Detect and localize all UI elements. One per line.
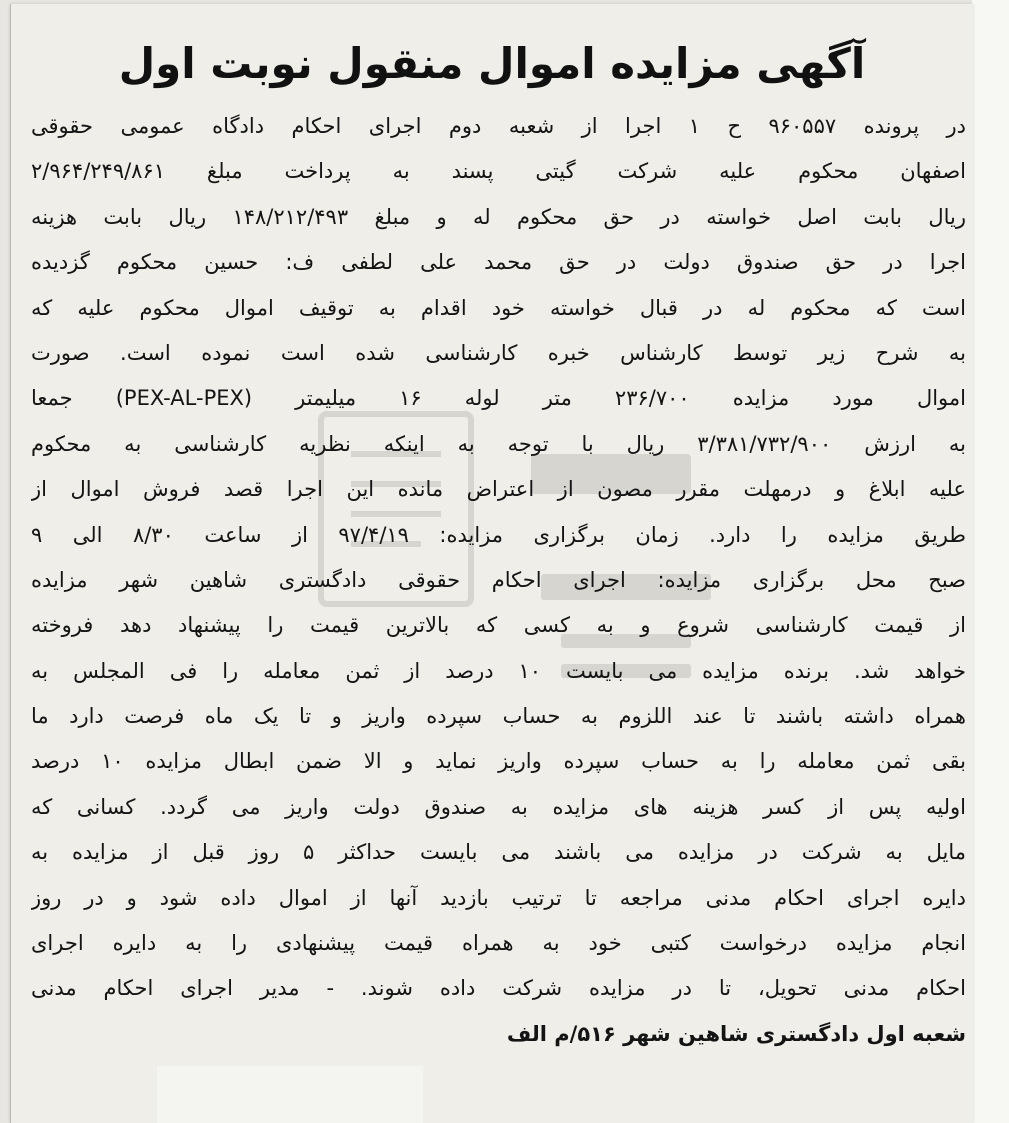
notice-line-13: خواهد شد. برنده مزایده می بایست ۱۰ درصد از ثمن معامله را فی المجلس به <box>31 658 966 683</box>
notice-line-12: از قیمت کارشناسی شروع و به کسی که بالاترین قیمت را پیشنهاد دهد فروخته <box>31 613 966 638</box>
notice-line-10: طریق مزایده را دارد. زمان برگزاری مزایده: ۹۷/۴/۱۹ از ساعت ۸/۳۰ الی ۹ <box>31 522 966 547</box>
notice-line-18: دایره اجرای احکام مدنی مراجعه تا ترتیب بازدید آنها از اموال داده شود و در روز <box>31 885 966 910</box>
blank-box <box>157 1066 423 1123</box>
notice-line-15: بقی ثمن معامله را به حساب سپرده واریز نماید و الا ضمن ابطال مزایده ۱۰ درصد <box>31 749 966 774</box>
notice-line-20: احکام مدنی تحویل، تا در مزایده شرکت داده شوند. - مدیر اجرای احکام مدنی <box>31 976 966 1001</box>
notice-body <box>31 104 966 1057</box>
notice-line-19: انجام مزایده درخواست کتبی خود به همراه قیمت پیشنهادی را به دایره اجرای <box>31 931 966 956</box>
notice-line-17: مایل به شرکت در مزایده می باشند می بایست حداکثر ۵ روز قبل از مزایده به <box>31 840 966 865</box>
notice-title: آگهی مزایده اموال منقول نوبت اول <box>118 39 866 88</box>
notice-line-2: اصفهان محکوم علیه شرکت گیتی پسند به پرداخت مبلغ ۲/۹۶۴/۲۴۹/۸۶۱ <box>31 159 966 184</box>
notice-line-8: به ارزش ۳/۳۸۱/۷۳۲/۹۰۰ ریال با توجه به اینکه نظریه کارشناسی به محکوم <box>31 431 966 456</box>
notice-line-11: صبح محل برگزاری مزایده: اجرای احکام حقوقی دادگستری شاهین شهر مزایده <box>31 567 966 592</box>
notice-line-4: اجرا در حق صندوق دولت در حق محمد علی لطفی ف: حسین محکوم گزدیده <box>31 250 966 275</box>
notice-line-9: علیه ابلاغ و درمهلت مقرر مصون از اعتراض مانده این اجرا قصد فروش اموال از <box>31 477 966 502</box>
notice-line-1: در پرونده ۹۶۰۵۵۷ ح ۱ اجرا از شعبه دوم اجرای احکام دادگاه عمومی حقوقی <box>31 114 966 138</box>
notice-signature: شعبه اول دادگستری شاهین شهر ۵۱۶/م الف <box>506 1021 966 1046</box>
newspaper-clipping <box>10 4 973 1123</box>
notice-line-16: اولیه پس از کسر هزینه های مزایده به صندوق دولت واریز می گردد. کسانی که <box>31 794 966 819</box>
notice-line-7: اموال مورد مزایده ۲۳۶/۷۰۰ متر لوله ۱۶ میلیمتر (PEX-AL-PEX) جمعا <box>31 386 966 411</box>
notice-line-6: به شرح زیر توسط کارشناس خبره کارشناسی شده است نموده است. صورت <box>31 340 966 365</box>
notice-line-5: است که محکوم له در قبال خواسته خود اقدام به توقیف اموال محکوم علیه که <box>31 295 966 320</box>
notice-line-14: همراه داشته باشند تا عند اللزوم به حساب سپرده واریز و تا یک ماه فرصت دارد ما <box>31 704 966 729</box>
notice-line-3: ریال بابت اصل خواسته در حق محکوم له و مبلغ ۱۴۸/۲۱۲/۴۹۳ ریال بابت هزینه <box>31 204 966 229</box>
page-margin-strip <box>972 0 1009 1123</box>
